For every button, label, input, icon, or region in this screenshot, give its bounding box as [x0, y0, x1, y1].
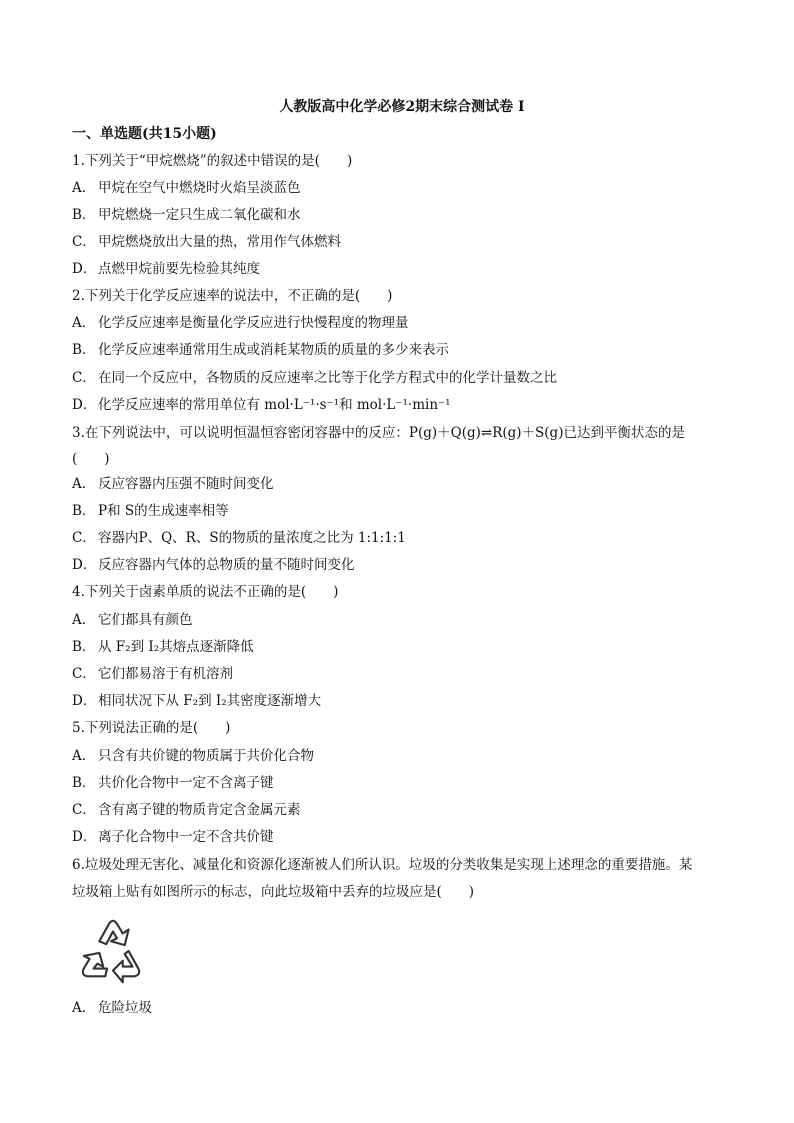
option-letter: C． — [72, 370, 96, 386]
option-letter: D． — [72, 557, 97, 573]
option-text: 甲烷燃烧放出大量的热，常用作气体燃料 — [98, 234, 341, 250]
question-6-option-a — [72, 998, 152, 1018]
question-5-option-a — [72, 746, 314, 766]
question-5-stem: 5.下列说法正确的是( ) — [72, 720, 231, 736]
option-text: 危险垃圾 — [98, 1000, 152, 1016]
option-text: 反应容器内压强不随时间变化 — [98, 476, 274, 492]
question-2-option-b — [72, 340, 449, 360]
option-letter: D． — [72, 261, 97, 277]
option-text: 容器内P、Q、R、S的物质的量浓度之比为 1:1:1:1 — [98, 530, 406, 546]
option-text: 化学反应速率通常用生成或消耗某物质的质量的多少来表示 — [98, 342, 449, 358]
option-text: 反应容器内气体的总物质的量不随时间变化 — [98, 557, 355, 573]
question-5-option-c — [72, 800, 301, 820]
option-text: 离子化合物中一定不含共价键 — [98, 829, 274, 845]
question-6-stem: 6.垃圾处理无害化、减量化和资源化逐渐被人们所认识。垃圾的分类收集是实现上述理念的重要措施。某 — [72, 857, 693, 873]
question-3-option-d — [72, 555, 355, 575]
option-letter: A． — [72, 315, 96, 331]
option-letter: D． — [72, 397, 97, 413]
option-letter: B． — [72, 342, 96, 358]
option-text: 共价化合物中一定不含离子键 — [98, 775, 274, 791]
question-2-option-c — [72, 368, 557, 388]
page-title: 人教版高中化学必修2期末综合测试卷 I — [279, 99, 525, 115]
question-1-option-d — [72, 259, 260, 279]
question-2-option-d — [72, 395, 451, 415]
question-1-option-c — [72, 232, 341, 252]
option-text: 从 F₂到 I₂其熔点逐渐降低 — [98, 639, 254, 655]
question-5-option-b — [72, 773, 274, 793]
option-text: 只含有共价键的物质属于共价化合物 — [98, 748, 314, 764]
question-1-option-a — [72, 178, 301, 198]
option-letter: C． — [72, 530, 96, 546]
question-1-option-b — [72, 205, 301, 225]
question-1-stem: 1.下列关于“甲烷燃烧”的叙述中错误的是( ) — [72, 153, 353, 169]
question-4-option-d — [72, 691, 321, 711]
option-text: 含有离子键的物质肯定含金属元素 — [98, 802, 301, 818]
option-text: 在同一个反应中，各物质的反应速率之比等于化学方程式中的化学计量数之比 — [98, 370, 557, 386]
option-letter: B． — [72, 207, 96, 223]
question-5-option-d — [72, 827, 274, 847]
option-letter: B． — [72, 775, 96, 791]
question-3-option-a — [72, 474, 274, 494]
question-2-stem: 2.下列关于化学反应速率的说法中，不正确的是( ) — [72, 288, 393, 304]
question-3-stem: 3.在下列说法中，可以说明恒温恒容密闭容器中的反应：P(g)＋Q(g)⇌R(g)＋S(g)已达到平衡状态的是 — [72, 425, 685, 441]
option-text: 它们都易溶于有机溶剂 — [98, 666, 233, 682]
option-letter: A． — [72, 748, 96, 764]
question-2-option-a — [72, 313, 409, 333]
option-letter: C． — [72, 234, 96, 250]
option-text: 相同状况下从 F₂到 I₂其密度逐渐增大 — [98, 693, 322, 709]
option-letter: B． — [72, 503, 96, 519]
question-4-stem: 4.下列关于卤素单质的说法不正确的是( ) — [72, 584, 339, 600]
option-letter: D． — [72, 693, 97, 709]
option-text: 甲烷在空气中燃烧时火焰呈淡蓝色 — [98, 180, 301, 196]
option-letter: C． — [72, 666, 96, 682]
question-4-option-b — [72, 637, 254, 657]
option-text: P和 S的生成速率相等 — [98, 503, 229, 519]
question-4-option-a — [72, 610, 193, 630]
option-letter: B． — [72, 639, 96, 655]
question-6-stem-continued: 垃圾箱上贴有如图所示的标志，向此垃圾箱中丢弃的垃圾应是( ) — [72, 884, 475, 900]
question-3-option-c — [72, 528, 406, 548]
option-text: 甲烷燃烧一定只生成二氧化碳和水 — [98, 207, 301, 223]
question-3-option-b — [72, 501, 229, 521]
option-letter: C． — [72, 802, 96, 818]
option-text: 它们都具有颜色 — [98, 612, 193, 628]
option-letter: D． — [72, 829, 97, 845]
option-letter: A． — [72, 612, 96, 628]
question-3-stem-continued: ( ) — [72, 451, 110, 467]
option-letter: A． — [72, 180, 96, 196]
option-text: 化学反应速率的常用单位有 mol·L⁻¹·s⁻¹和 mol·L⁻¹·min⁻¹ — [98, 397, 451, 413]
option-letter: A． — [72, 476, 96, 492]
option-text: 化学反应速率是衡量化学反应进行快慢程度的物理量 — [98, 315, 409, 331]
question-4-option-c — [72, 664, 233, 684]
recycle-symbol-icon — [74, 912, 152, 990]
section-heading: 一、单选题(共15小题) — [72, 126, 217, 142]
option-text: 点燃甲烷前要先检验其纯度 — [98, 261, 260, 277]
option-letter: A． — [72, 1000, 96, 1016]
